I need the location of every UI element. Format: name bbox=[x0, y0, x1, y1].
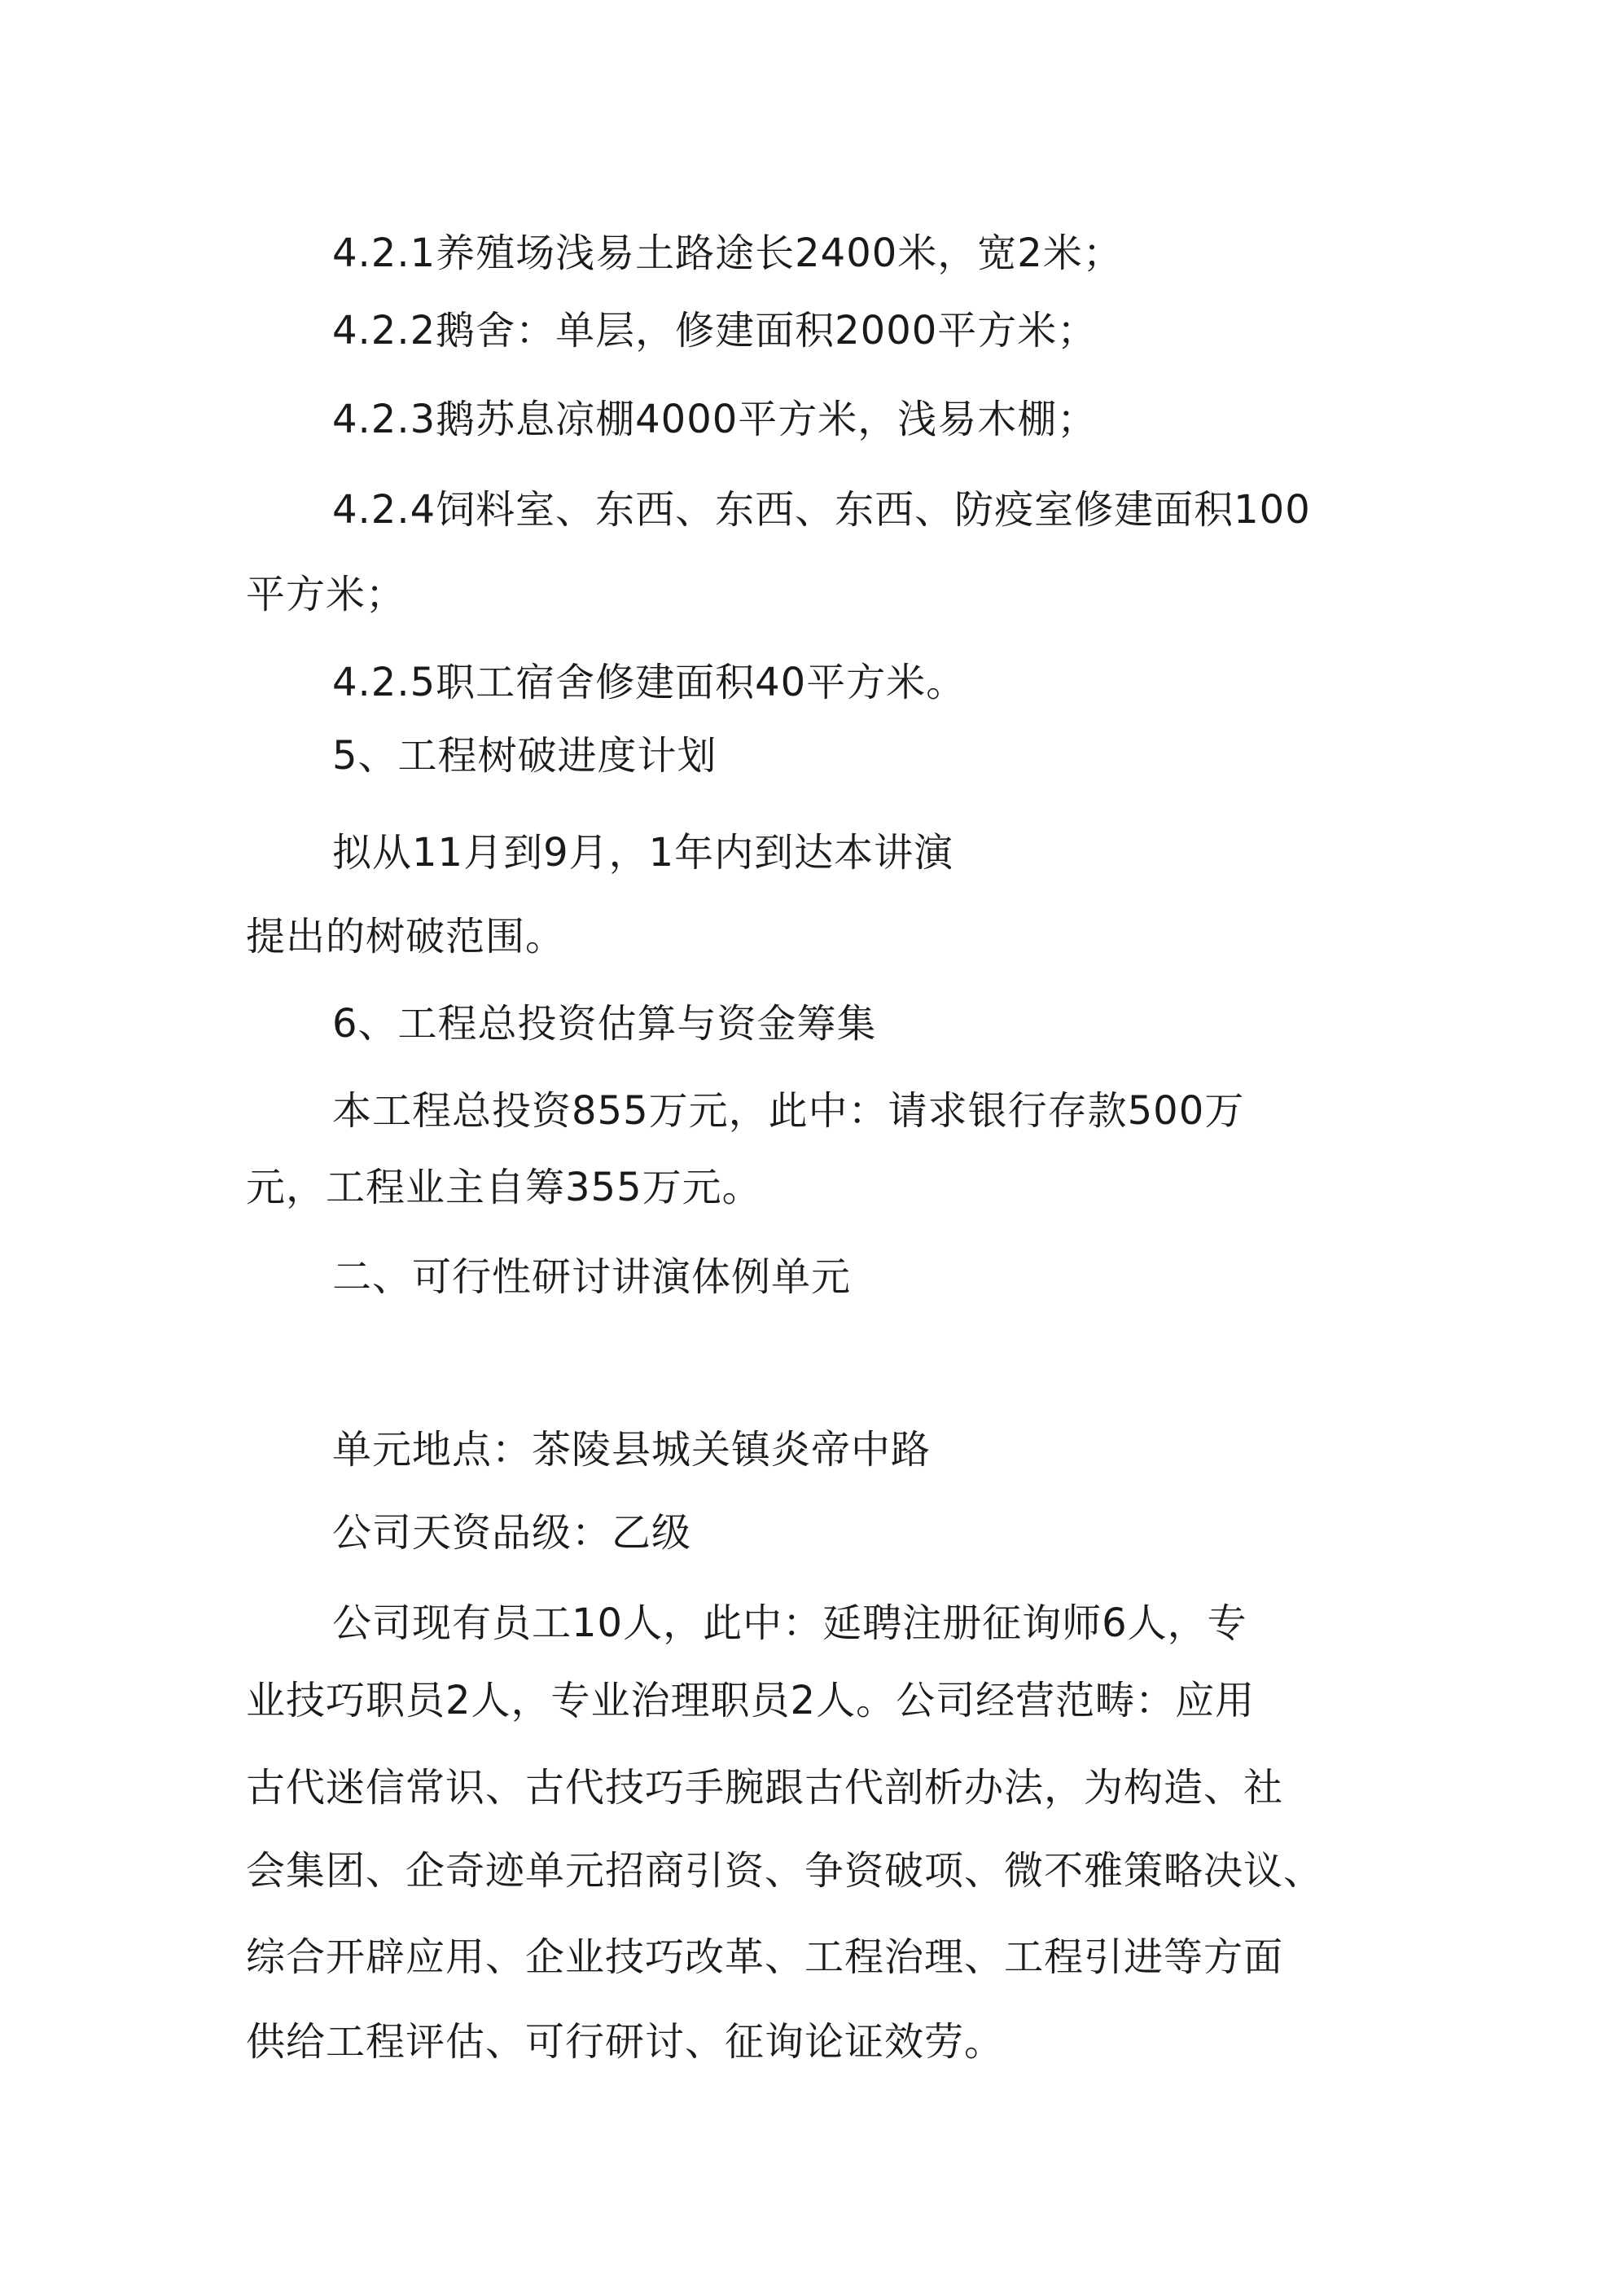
text-line: 二、可行性研讨讲演体例单元 bbox=[332, 1254, 852, 1300]
text-line: 5、工程树破进度计划 bbox=[332, 733, 717, 779]
text-line: 会集团、企奇迹单元招商引资、争资破项、微不雅策略决议、 bbox=[246, 1848, 1324, 1894]
text-line: 提出的树破范围。 bbox=[246, 914, 566, 959]
text-line: 元，工程业主自筹355万元。 bbox=[246, 1165, 762, 1210]
text-line: 6、工程总投资估算与资金筹集 bbox=[332, 1001, 877, 1047]
text-line: 单元地点：茶陵县城关镇炎帝中路 bbox=[332, 1427, 932, 1473]
text-line: 4.2.4饲料室、东西、东西、东西、防疫室修建面积100 bbox=[332, 487, 1311, 533]
text-line: 4.2.3鹅苏息凉棚4000平方米，浅易木棚； bbox=[332, 397, 1098, 442]
text-line: 公司现有员工10人，此中：延聘注册征询师6人，专 bbox=[332, 1600, 1247, 1646]
text-line: 公司天资品级：乙级 bbox=[332, 1510, 692, 1556]
text-line: 综合开辟应用、企业技巧改革、工程治理、工程引进等方面 bbox=[246, 1934, 1284, 1980]
text-line: 古代迷信常识、古代技巧手腕跟古代剖析办法，为构造、社 bbox=[246, 1765, 1284, 1811]
text-line: 4.2.5职工宿舍修建面积40平方米。 bbox=[332, 660, 967, 705]
text-line: 供给工程评估、可行研讨、征询论证效劳。 bbox=[246, 2019, 1005, 2065]
text-line: 拟从11月到9月，1年内到达本讲演 bbox=[332, 830, 954, 876]
text-line: 4.2.2鹅舍：单层，修建面积2000平方米； bbox=[332, 308, 1098, 353]
text-line: 平方米； bbox=[246, 572, 406, 617]
text-line: 业技巧职员2人，专业治理职员2人。公司经营范畴：应用 bbox=[246, 1678, 1256, 1723]
text-line: 4.2.1养殖场浅易土路途长2400米，宽2米； bbox=[332, 230, 1123, 276]
text-line: 本工程总投资855万元，此中：请求银行存款500万 bbox=[332, 1088, 1245, 1134]
